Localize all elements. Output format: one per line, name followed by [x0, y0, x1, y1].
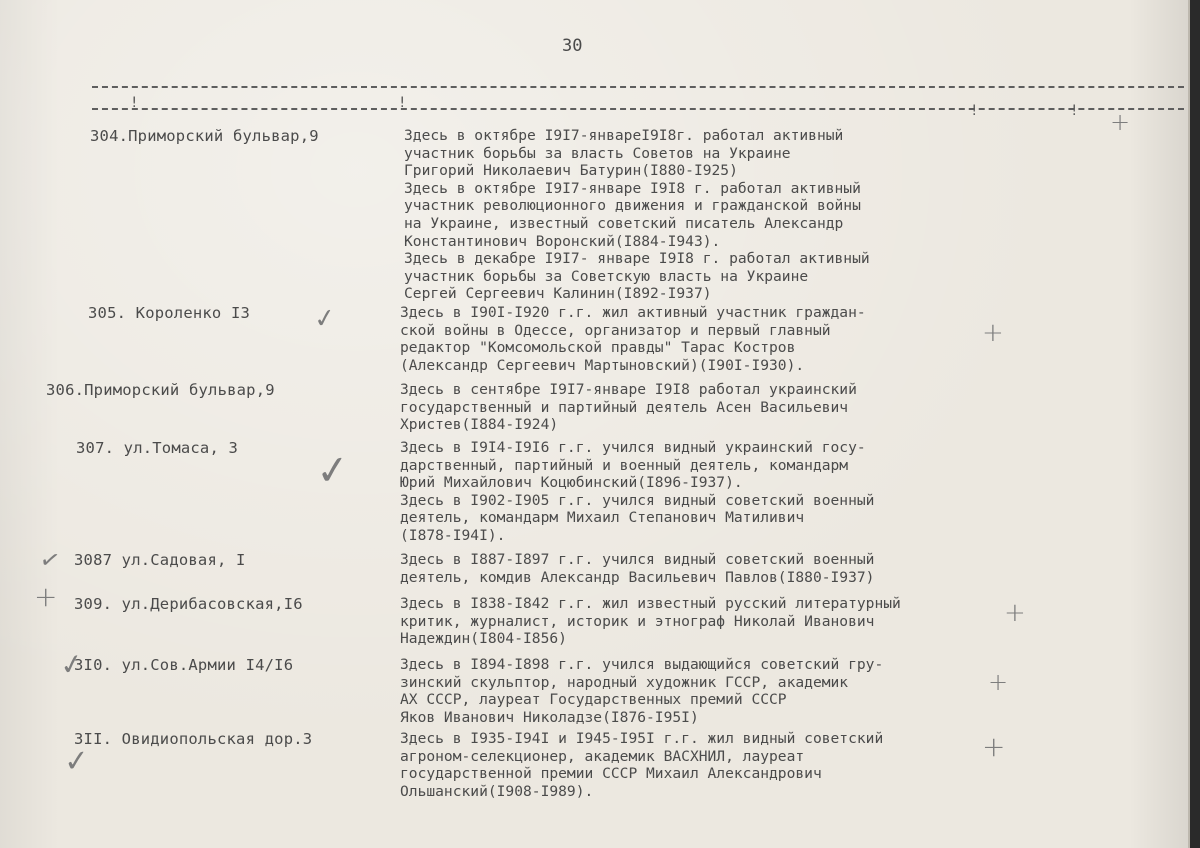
entry-address: 307. ул.Томаса, 3 [76, 439, 239, 457]
description-line: участник революционного движения и гражданской войны [404, 197, 861, 215]
description-line: Ольшанский(I908-I989). [400, 782, 594, 800]
description-line: дарственный, партийный и военный деятель, командарм [400, 456, 849, 474]
description-line: деятель, командарм Михаил Степанович Матиливич [400, 509, 805, 527]
description-line: Здесь в I838-I842 г.г. жил известный русский литературный [400, 595, 901, 612]
description-line: государственной премии СССР Михаил Александрович [400, 765, 822, 783]
description-line: государственный и партийный деятель Асен Васильевич [400, 398, 849, 416]
description-line: Здесь в I887-I897 г.г. учился видный советский военный [400, 551, 875, 568]
column-divider-mark: ! [398, 95, 407, 111]
description-line: зинский скульптор, народный художник ГССР, академик [400, 673, 849, 691]
description-line: участник борьбы за власть Советов на Украине [404, 144, 791, 162]
entry-description [400, 595, 1010, 648]
description-line: Здесь в I894-I898 г.г. учился выдающийся советский гру- [400, 656, 884, 673]
check-mark-icon: ✓ [312, 302, 338, 336]
description-line: критик, журналист, историк и этнограф Николай Иванович [400, 612, 875, 630]
description-line: агроном-селекционер, академик ВАСХНИЛ, лауреат [400, 747, 805, 765]
description-line: АХ СССР, лауреат Государственных премий СССР [400, 691, 787, 709]
description-line: Надеждин(I804-I856) [400, 630, 567, 648]
column-divider-mark: ! [970, 103, 979, 119]
entry-address: 305. Короленко I3 [88, 304, 251, 322]
entry-address: 3I0. ул.Сов.Армии I4/I6 [74, 656, 294, 674]
plus-mark-icon: + [1110, 108, 1131, 136]
column-divider-mark: ! [130, 95, 139, 111]
description-line: Сергей Сергеевич Калинин(I892-I937) [404, 285, 712, 303]
entry-description [404, 127, 1014, 303]
check-mark-icon: ✓ [62, 743, 91, 780]
entry-description [400, 439, 1010, 545]
description-line: Здесь в I90I-I920 г.г. жил активный участник граждан- [400, 304, 866, 321]
description-line: на Украине, известный советский писатель Александр [404, 214, 844, 232]
header-rule-top [92, 86, 1184, 88]
entry-address: 306.Приморский бульвар,9 [46, 381, 275, 399]
description-line: (Александр Сергеевич Мартыновский)(I90I-I930). [400, 356, 805, 374]
description-line: Константинович Воронский(I884-I943). [404, 232, 721, 250]
description-line: Здесь в декабре I9I7- январе I9I8 г. работал активный [404, 250, 870, 268]
description-line: редактор "Комсомольской правды" Тарас Костров [400, 339, 796, 357]
check-mark-icon: ✓ [313, 446, 352, 496]
description-line: Григорий Николаевич Батурин(I880-I925) [404, 162, 738, 180]
description-line: Здесь в I9I4-I9I6 г.г. учился видный украинский госу- [400, 439, 866, 456]
plus-mark-icon: + [982, 318, 1004, 348]
plus-mark-icon: + [1004, 598, 1026, 628]
description-line: Здесь в сентябре I9I7-январе I9I8 работал украинский [400, 381, 857, 398]
page-number: 30 [562, 36, 583, 56]
entry-description [400, 381, 1010, 434]
plus-mark-icon: + [982, 730, 1006, 763]
description-line: Здесь в октябре I9I7-январеI9I8г. работал активный [404, 127, 844, 144]
entry-address: 3II. Овидиопольская дор.3 [74, 730, 313, 748]
plus-mark-icon: + [988, 668, 1009, 696]
column-divider-mark: ! [1070, 103, 1079, 119]
description-line: деятель, комдив Александр Васильевич Павлов(I880-I937) [400, 568, 875, 586]
entry-description [400, 551, 1010, 586]
header-rule-bottom [92, 108, 1184, 110]
description-line: Здесь в октябре I9I7-январе I9I8 г. работал активный [404, 179, 861, 197]
entry-address: 309. ул.Дерибасовская,I6 [74, 595, 303, 613]
check-mark-icon: ✓ [57, 646, 87, 683]
description-line: Яков Иванович Николадзе(I876-I95I) [400, 708, 699, 726]
description-line: (I878-I94I). [400, 526, 506, 544]
description-line: участник борьбы за Советскую власть на Украине [404, 267, 809, 285]
description-line: Христев(I884-I924) [400, 416, 559, 434]
description-line: ской войны в Одессе, организатор и первый главный [400, 321, 831, 339]
check-mark-icon: ✓ [37, 544, 63, 576]
description-line: Здесь в I902-I905 г.г. учился видный советский военный [400, 491, 875, 509]
entry-description [400, 304, 1010, 374]
description-line: Юрий Михайлович Коцюбинский(I896-I937). [400, 474, 743, 492]
entry-address: 304.Приморский бульвар,9 [90, 127, 319, 145]
entry-description [400, 730, 1010, 800]
entry-address: 3087 ул.Садовая, I [74, 551, 246, 569]
entry-description [400, 656, 1010, 726]
plus-mark-icon: + [34, 580, 58, 613]
description-line: Здесь в I935-I94I и I945-I95I г.г. жил видный советский [400, 730, 884, 747]
